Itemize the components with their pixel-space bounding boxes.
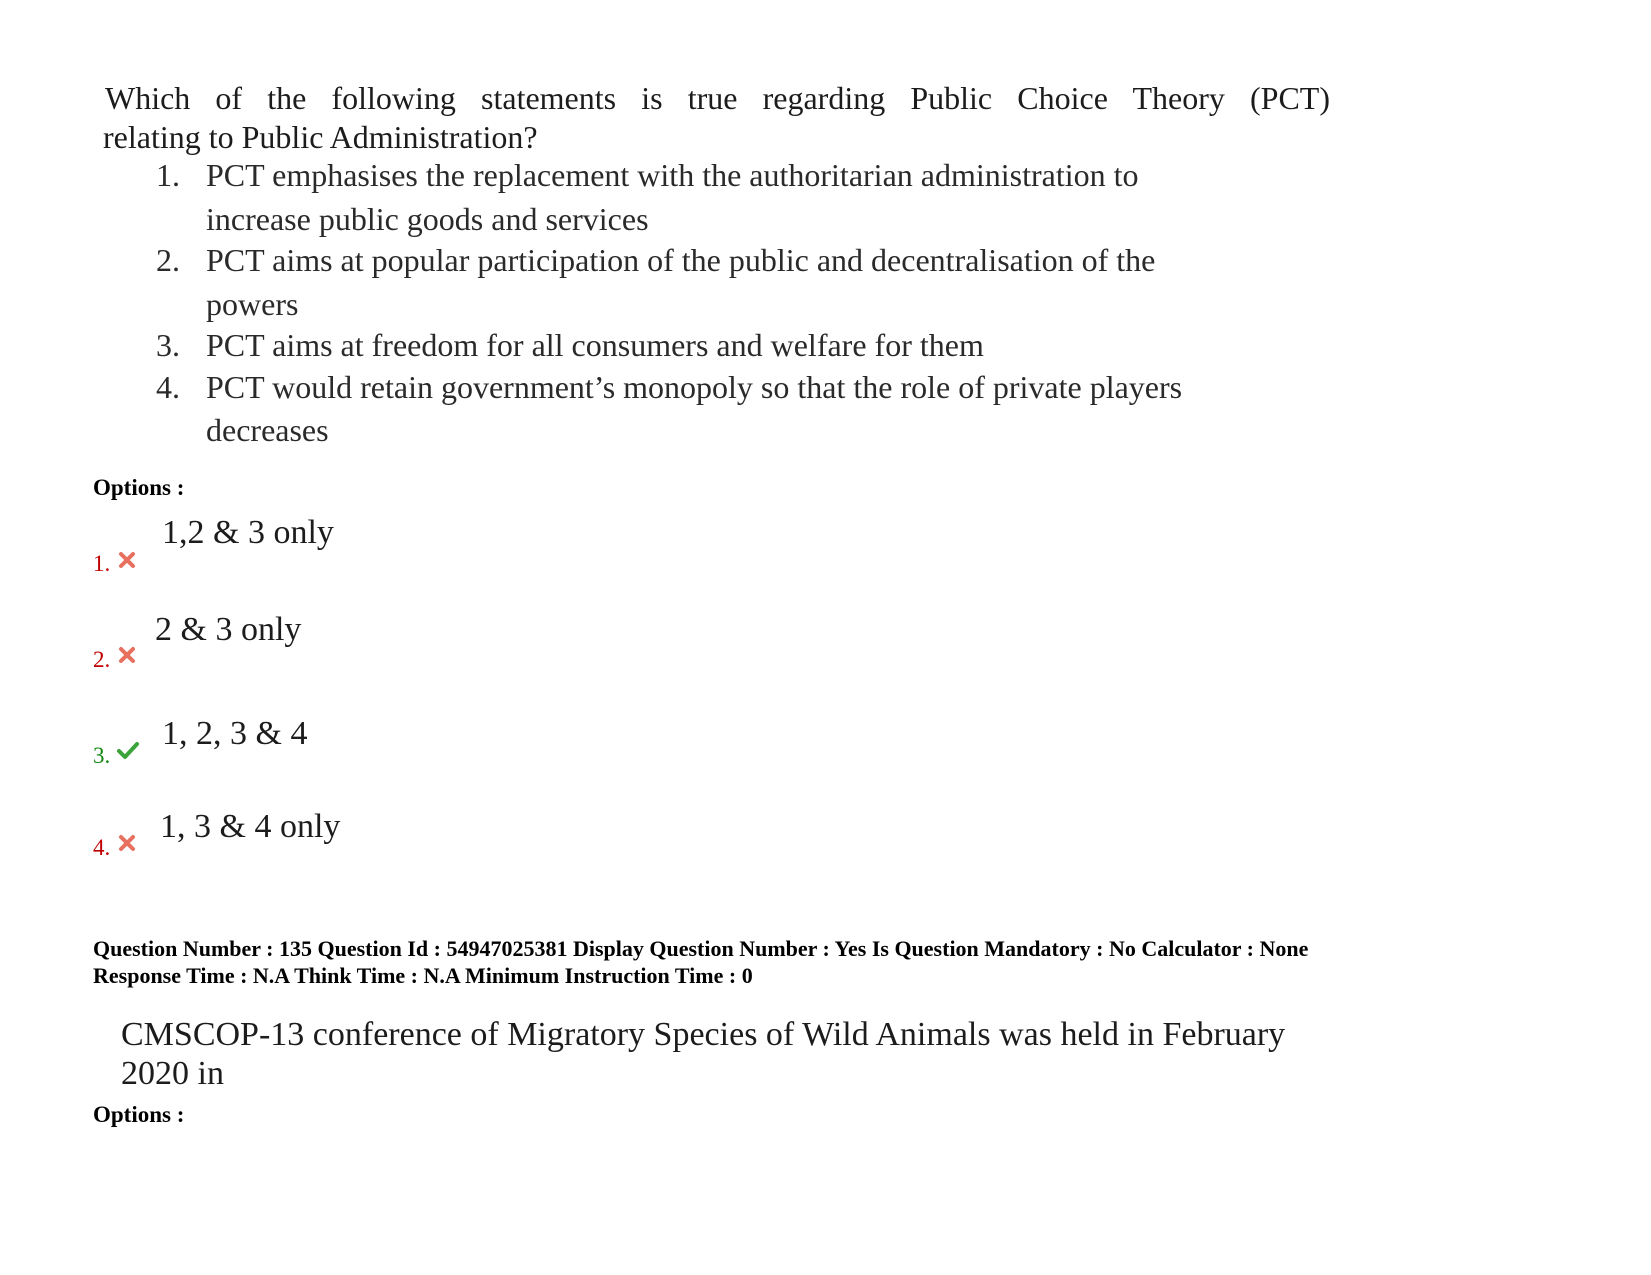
- statement-text: PCT aims at popular participation of the public and decentralisation of the: [206, 242, 1156, 278]
- statement-4: [140, 365, 1183, 409]
- statement-1-line2: increase public goods and services: [206, 201, 649, 237]
- question2-stem-line2: 2020 in: [121, 1055, 224, 1092]
- statement-2-line2: powers: [206, 286, 299, 322]
- options-label: Options :: [93, 475, 185, 500]
- cross-icon: [118, 834, 138, 854]
- option-3-number: 3.: [93, 743, 111, 768]
- statement-number: 1.: [156, 157, 180, 193]
- statement-2: [140, 238, 1156, 282]
- option-4-number: 4.: [93, 835, 111, 860]
- statement-number: 4.: [156, 369, 180, 405]
- question-stem-line1: Which of the following statements is true regarding Public Choice Theory (PCT): [105, 80, 1330, 116]
- statement-number: 2.: [156, 242, 180, 278]
- option-4-text[interactable]: 1, 3 & 4 only: [160, 808, 341, 845]
- statement-text: PCT would retain government’s monopoly so that the role of private players: [206, 369, 1183, 405]
- question-stem-line2: relating to Public Administration?: [103, 119, 538, 155]
- options-label-2: Options :: [93, 1102, 185, 1127]
- option-1-number: 1.: [93, 551, 111, 576]
- statement-text: PCT aims at freedom for all consumers and welfare for them: [206, 327, 984, 363]
- cross-icon: [118, 551, 138, 571]
- question-meta-line1: Question Number : 135 Question Id : 54947025381 Display Question Number : Yes Is Question Mandatory : No Calculator : None: [93, 936, 1309, 961]
- option-2-number: 2.: [93, 647, 111, 672]
- statement-4-line2: decreases: [206, 412, 329, 448]
- option-1-text[interactable]: 1,2 & 3 only: [162, 514, 334, 551]
- option-3-text[interactable]: 1, 2, 3 & 4: [162, 715, 308, 752]
- statement-number: 3.: [156, 327, 180, 363]
- question-meta-line2: Response Time : N.A Think Time : N.A Minimum Instruction Time : 0: [93, 963, 753, 988]
- cross-icon: [118, 646, 138, 666]
- statement-1: [140, 153, 1139, 197]
- statement-text: PCT emphasises the replacement with the authoritarian administration to: [206, 157, 1139, 193]
- question2-stem-line1: CMSCOP-13 conference of Migratory Species of Wild Animals was held in February: [121, 1016, 1286, 1053]
- option-2-text[interactable]: 2 & 3 only: [155, 611, 302, 648]
- statement-3: [140, 323, 984, 367]
- check-icon: [116, 741, 140, 761]
